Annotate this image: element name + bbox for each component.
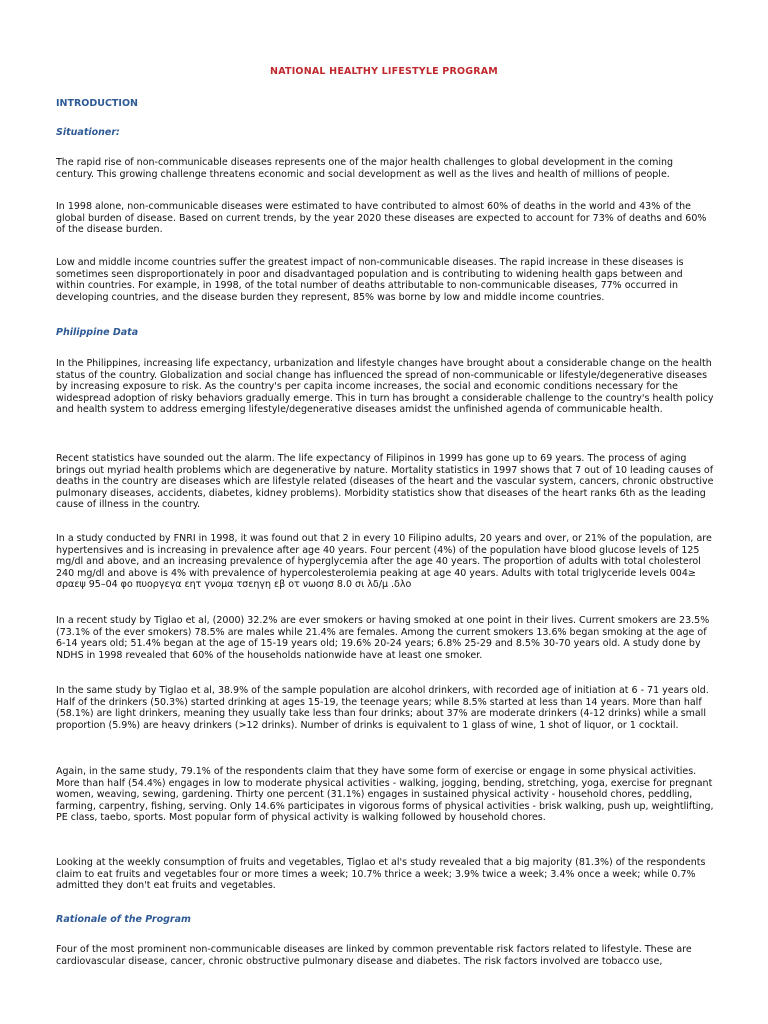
paragraph: Again, in the same study, 79.1% of the respondents claim that they have some form of exercise or engage in some physical activities. More than half (54.4%) engages in low to moderate physical activities - walking, jogging, bending, stretching, yoga, exercise for pregnant women, weaving, sewing, gardening. Thirty one percent (31.1%) engages in sustained physical activity - household chores, peddling, farming, carpentry, fishing, serving. Only 14.6% participates in vigorous forms of physical activities - brisk walking, push up, weightlifting, PE class, taebo, sports. Most popular form of physical activity is walking followed by household chores.: [56, 766, 714, 824]
paragraph: Low and middle income countries suffer the greatest impact of non-communicable diseases. The rapid increase in these diseases is sometimes seen disproportionately in poor and disadvantaged population and is contributing to widening health gaps between and within countries. For example, in 1998, of the total number of deaths attributable to non-communicable diseases, 77% occurred in developing countries, and the disease burden they represent, 85% was borne by low and middle income countries.: [56, 257, 684, 303]
paragraph: In a study conducted by FNRI in 1998, it was found out that 2 in every 10 Filipino adults, 20 years and over, or 21% of the population, are hypertensives and is increasing in prevalence after age 40 years. Four percent (4%) of the population have blood glucose levels of 125 mg/dl and above, and an increasing prevalence of hyperglycemia after the age 40 years. The proportion of adults with total cholesterol 240 mg/dl and above is 4% with prevalence of hypercolesterolemia peaking at age 40 years. Adults with total triglyceride levels 004≥ σραεψ 95–04 φο πυοργεγα εητ γνομα τσεηγη εβ οτ νωοησ 8.0 σι λδ/μ .δλο: [56, 533, 712, 591]
subheading-philippine-data: Philippine Data: [56, 327, 139, 338]
paragraph: In 1998 alone, non-communicable diseases were estimated to have contributed to almost 60% of deaths in the world and 43% of the global burden of disease. Based on current trends, by the year 2020 these diseases are expected to account for 73% of deaths and 60% of the disease burden.: [56, 201, 707, 236]
paragraph: Looking at the weekly consumption of fruits and vegetables, Tiglao et al's study revealed that a big majority (81.3%) of the respondents claim to eat fruits and vegetables four or more times a week; 10.7% thrice a week; 3.9% twice a week; 3.4% once a week; while 0.7% admitted they don't eat fruits and vegetables.: [56, 857, 706, 892]
subheading-situationer: Situationer:: [56, 127, 120, 138]
paragraph: Recent statistics have sounded out the alarm. The life expectancy of Filipinos in 1999 has gone up to 69 years. The process of aging brings out myriad health problems which are degenerative by nature. Mortality statistics in 1997 shows that 7 out of 10 leading causes of deaths in the country are diseases which are lifestyle related (diseases of the heart and the vascular system, cancers, chronic obstructive pulmonary diseases, accidents, diabetes, kidney problems). Morbidity statistics show that diseases of the heart ranks 6th as the leading cause of illness in the country.: [56, 453, 714, 511]
section-heading-introduction: INTRODUCTION: [56, 98, 138, 109]
document-title: NATIONAL HEALTHY LIFESTYLE PROGRAM: [270, 66, 498, 77]
subheading-rationale: Rationale of the Program: [56, 914, 191, 925]
paragraph: In the Philippines, increasing life expectancy, urbanization and lifestyle changes have brought about a considerable change on the health status of the country. Globalization and social change has influenced the spread of non-communicable or lifestyle/degenerative diseases by increasing exposure to risk. As the country's per capita income increases, the social and economic conditions necessary for the widespread adoption of risky behaviors gradually emerge. This in turn has brought a considerable challenge to the country's health policy and health system to address emerging lifestyle/degenerative diseases amidst the unfinished agenda of communicable health.: [56, 358, 714, 416]
paragraph: In the same study by Tiglao et al, 38.9% of the sample population are alcohol drinkers, with recorded age of initiation at 6 - 71 years old. Half of the drinkers (50.3%) started drinking at ages 15-19, the teenage years; while 8.5% started at less than 14 years. More than half (58.1%) are light drinkers, meaning they usually take less than four drinks; about 37% are moderate drinkers (4-12 drinks) while a small proportion (5.9%) are heavy drinkers (>12 drinks). Number of drinks is equivalent to 1 glass of wine, 1 shot of liquor, or 1 cocktail.: [56, 685, 709, 731]
paragraph: The rapid rise of non-communicable diseases represents one of the major health challenges to global development in the coming century. This growing challenge threatens economic and social development as well as the lives and health of millions of people.: [56, 157, 674, 180]
paragraph: Four of the most prominent non-communicable diseases are linked by common preventable risk factors related to lifestyle. These are cardiovascular disease, cancer, chronic obstructive pulmonary disease and diabetes. The risk factors involved are tobacco use,: [56, 944, 692, 967]
paragraph: In a recent study by Tiglao et al, (2000) 32.2% are ever smokers or having smoked at one point in their lives. Current smokers are 23.5% (73.1% of the ever smokers) 78.5% are males while 21.4% are females. Among the current smokers 13.6% began smoking at the age of 6-14 years old; 51.4% began at the age of 15-19 years old; 19.6% 20-24 years; 6.8% 25-29 and 8.5% 30-70 years old. A study done by NDHS in 1998 revealed that 60% of the households nationwide have at least one smoker.: [56, 615, 710, 661]
